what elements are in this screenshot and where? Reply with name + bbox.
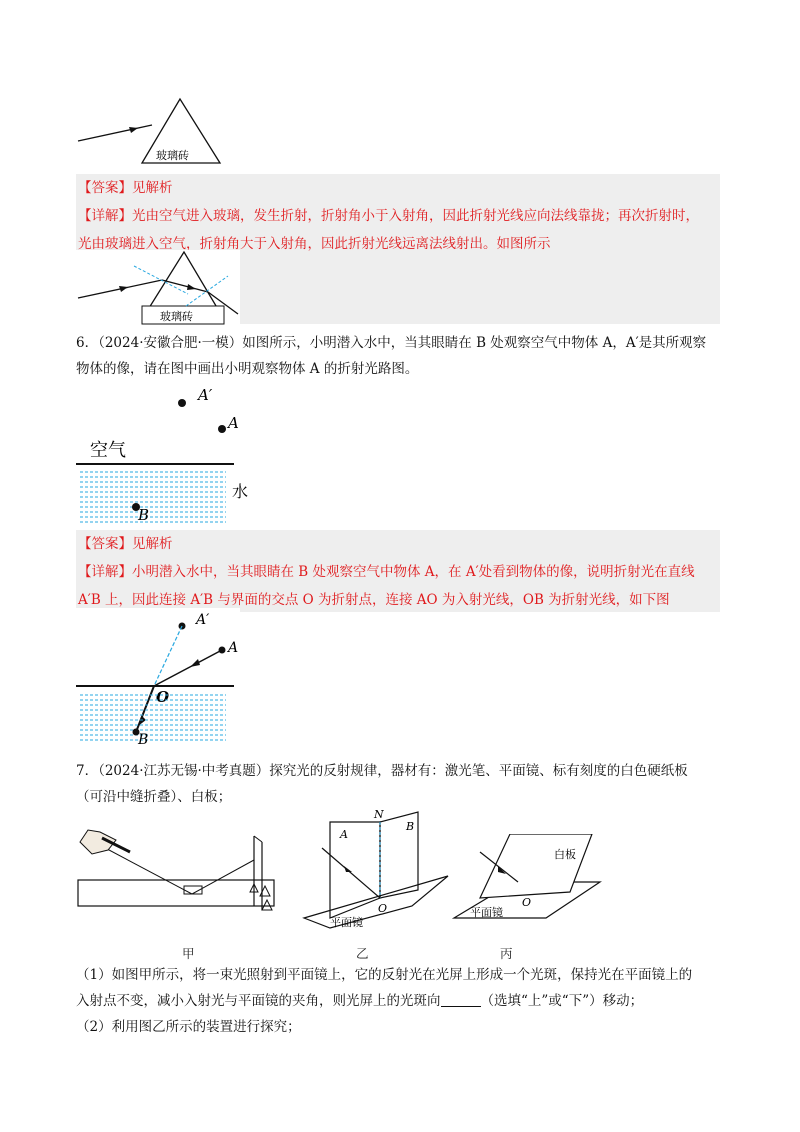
question-line: 物体的像，请在图中画出小明观察物体 A 的折射光路图。 [76, 361, 419, 377]
label-air: 空气 [90, 440, 126, 461]
water-dashes [80, 695, 226, 740]
label-o: O [522, 896, 532, 909]
mirror-label: 平面镜 [330, 916, 363, 929]
question-line: 6．（2024·安徽合肥·一模）如图所示，小明潜入水中，当其眼睛在 B 处观察空气中物体 A，A′是其所观察 [76, 335, 707, 351]
label-water: 水 [232, 482, 249, 501]
detail-line: 光由玻璃进入空气，折射角大于入射角，因此折射光线远离法线射出。如图所示 [78, 236, 551, 252]
answer-block-6 [76, 530, 720, 612]
water-dashes [80, 472, 226, 522]
caption-jia: 甲 [182, 946, 195, 961]
label-o: O [156, 688, 170, 706]
water-answer-figure [76, 608, 240, 748]
question-line: （可沿中缝折叠）、白板； [76, 789, 232, 805]
prism-figure-top [76, 95, 226, 167]
label-b: B [138, 506, 150, 524]
question-text: 入射点不变，减小入射光与平面镜的夹角，则光屏上的光斑向 [76, 993, 441, 1009]
detail-line: 【详解】光由空气进入玻璃，发生折射，折射角小于入射角，因此折射光线应向法线靠拢；再次折射时， [78, 208, 699, 224]
label-b: B [138, 732, 149, 748]
label-n: N [374, 808, 384, 821]
label-b: B [406, 820, 415, 833]
detail-line: 【详解】小明潜入水中，当其眼睛在 B 处观察空气中物体 A，在 A′处看到物体的像，说明折射光在直线 [78, 564, 695, 580]
question-7 [76, 758, 726, 810]
label-o: O [378, 902, 388, 915]
caption-bing: 丙 [500, 946, 513, 961]
question-6 [76, 330, 726, 382]
label-a: A [228, 640, 239, 656]
question-line: （2）利用图乙所示的装置进行探究； [76, 1019, 301, 1035]
label-a: A [340, 828, 348, 841]
answer-line: 【答案】见解析 [78, 536, 173, 552]
question-line: 7．（2024·江苏无锡·中考真题）探究光的反射规律，器材有：激光笔、平面镜、标有刻度的白色硬纸板 [76, 763, 688, 779]
caption-yi: 乙 [356, 946, 369, 961]
prism-figure-answer [76, 250, 240, 326]
prism-label: 玻璃砖 [160, 310, 193, 323]
answer-line: 【答案】见解析 [78, 180, 173, 196]
water-figure [76, 382, 256, 530]
figure-bing [450, 834, 610, 926]
figure-jia [76, 822, 276, 934]
question-line: （1）如图甲所示，将一束光照射到平面镜上，它的反射光在光屏上形成一个光斑，保持光在平面镜上的 [76, 967, 693, 983]
question-text: （选填“上”或“下”）移动； [480, 993, 644, 1009]
answer-blank[interactable] [441, 992, 481, 1007]
detail-line: A′B 上，因此连接 A′B 与界面的交点 O 为折射点，连接 AO 为入射光线，OB 为折射光线，如下图 [78, 592, 670, 608]
figure-yi [300, 806, 460, 936]
question-7-parts [76, 962, 726, 1040]
mirror-label: 平面镜 [470, 906, 503, 919]
label-a: A [228, 414, 239, 432]
prism-label: 玻璃砖 [156, 149, 189, 162]
label-a-prime: A′ [198, 386, 213, 404]
board-label: 白板 [554, 848, 576, 861]
label-a-prime: A′ [196, 612, 210, 628]
question-line [76, 988, 726, 1014]
